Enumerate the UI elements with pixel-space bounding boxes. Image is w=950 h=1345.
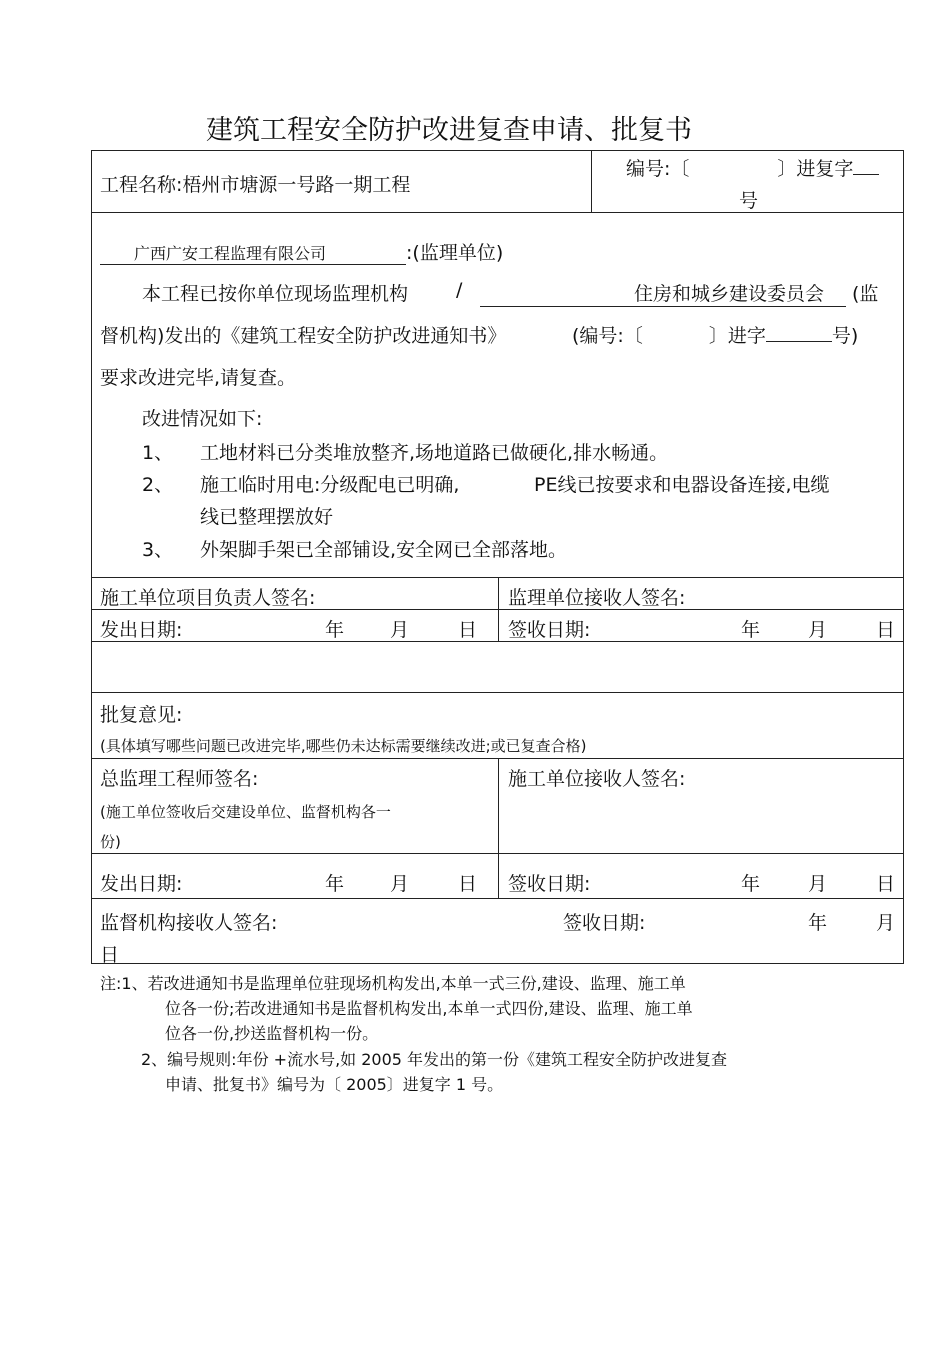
- row-divider-approval: [91, 692, 904, 693]
- supervisor-unit: 广西广安工程监理有限公司: [100, 241, 406, 265]
- approval-hint: (具体填写哪些问题已改进完毕,哪些仍未达标需要继续改进;或已复查合格): [100, 737, 587, 755]
- issue-date-2-year: 年: [325, 873, 345, 895]
- improve-title: 改进情况如下:: [142, 408, 263, 430]
- body-paragraph-line-1-end: (监: [852, 283, 879, 305]
- note-2-line-2: 申请、批复书》编号为〔 2005〕进复字 1 号。: [165, 1075, 504, 1094]
- contractor-receiver-signature-label: 施工单位接收人签名:: [508, 768, 686, 790]
- supervisor-receiver-signature-label: 监理单位接收人签名:: [508, 587, 686, 609]
- improve-item-1-text: 工地材料已分类堆放整齐,场地道路已做硬化,排水畅通。: [200, 442, 669, 464]
- document-number: 编号:〔 〕进复字: [626, 154, 879, 181]
- supervision-org-receiver-label: 监督机构接收人签名:: [100, 912, 278, 934]
- improve-item-3-text: 外架脚手架已全部铺设,安全网已全部落地。: [200, 539, 568, 561]
- issue-date-year: 年: [325, 619, 345, 641]
- notice-number: (编号:〔 〕进字 号): [572, 325, 859, 347]
- body-slash: /: [456, 279, 463, 301]
- issue-date-month: 月: [390, 619, 410, 641]
- last-receipt-date-day: 日: [100, 944, 120, 966]
- issue-date-2-month: 月: [390, 873, 410, 895]
- note-1-line-2: 位各一份;若改进通知书是监督机构发出,本单一式四份,建设、监理、施工单: [165, 999, 693, 1018]
- receipt-date-label: 签收日期:: [508, 619, 591, 641]
- note-1-line-3: 位各一份,抄送监督机构一份。: [165, 1024, 379, 1043]
- header-split: [591, 150, 592, 212]
- sign1-split: [498, 577, 499, 641]
- supervision-org: 住房和城乡建设委员会: [480, 279, 846, 307]
- document-title: 建筑工程安全防护改进复查申请、批复书: [206, 115, 692, 146]
- table-border-left: [91, 150, 92, 964]
- note-2-line-1: 2、编号规则:年份 +流水号,如 2005 年发出的第一份《建筑工程安全防护改进复查: [141, 1050, 728, 1069]
- note-1-line-1: 注:1、若改进通知书是监理单位驻现场机构发出,本单一式三份,建设、监理、施工单: [100, 974, 686, 993]
- improve-item-2-text-b: PE线已按要求和电器设备连接,电缆: [534, 474, 830, 496]
- issue-date-label: 发出日期:: [100, 619, 183, 641]
- improve-item-1-num: 1、: [142, 442, 174, 464]
- receipt-date-2-year: 年: [741, 873, 761, 895]
- body-paragraph-line-2: 督机构)发出的《建筑工程安全防护改进通知书》: [100, 325, 507, 347]
- last-receipt-date-month: 月: [876, 912, 896, 934]
- document-number-tail: 号: [739, 190, 759, 212]
- project-name: 梧州市塘源一号路一期工程: [182, 174, 411, 196]
- row-divider-blank: [91, 641, 904, 642]
- chief-engineer-note-1: (施工单位签收后交建设单位、监督机构各一: [100, 803, 391, 821]
- receipt-date-day: 日: [876, 619, 896, 641]
- supervisor-suffix: :(监理单位): [406, 242, 504, 264]
- table-border-right: [903, 150, 904, 964]
- contractor-signature-label: 施工单位项目负责人签名:: [100, 587, 316, 609]
- receipt-date-year: 年: [741, 619, 761, 641]
- chief-engineer-note-2: 份): [100, 833, 121, 851]
- row-divider-last: [91, 898, 904, 899]
- supervisor-unit-line: [100, 238, 503, 265]
- issue-date-2-day: 日: [458, 873, 478, 895]
- last-receipt-date-label: 签收日期:: [563, 912, 646, 934]
- issue-date-day: 日: [458, 619, 478, 641]
- receipt-date-2-month: 月: [808, 873, 828, 895]
- receipt-date-2-label: 签收日期:: [508, 873, 591, 895]
- row-divider-header: [91, 212, 904, 213]
- table-border-top: [91, 150, 904, 151]
- improve-item-2-text-c: 线已整理摆放好: [200, 506, 334, 528]
- body-paragraph-line-3: 要求改进完毕,请复查。: [100, 367, 297, 389]
- chief-engineer-signature-label: 总监理工程师签名:: [100, 768, 259, 790]
- improve-item-2-num: 2、: [142, 474, 174, 496]
- receipt-date-2-day: 日: [876, 873, 896, 895]
- improve-item-2-text: 施工临时用电:分级配电已明确,: [200, 474, 460, 496]
- table-border-bottom: [91, 963, 904, 964]
- receipt-date-month: 月: [808, 619, 828, 641]
- sign2-split: [498, 758, 499, 898]
- approval-label: 批复意见:: [100, 704, 183, 726]
- improve-item-3-num: 3、: [142, 539, 174, 561]
- last-receipt-date-year: 年: [808, 912, 828, 934]
- issue-date-2-label: 发出日期:: [100, 873, 183, 895]
- project-name-row: [100, 170, 410, 197]
- body-paragraph-line-1: 本工程已按你单位现场监理机构: [142, 283, 409, 305]
- project-label: 工程名称:: [100, 174, 183, 196]
